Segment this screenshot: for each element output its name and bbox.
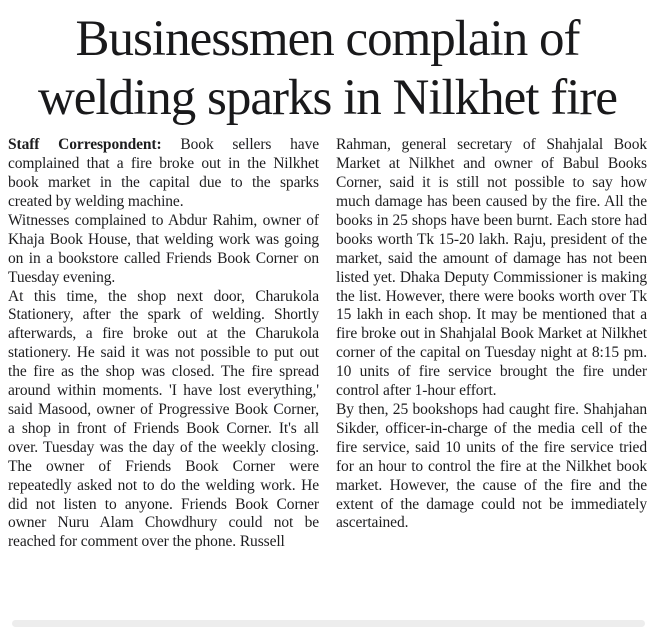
article-body bbox=[8, 136, 647, 598]
horizontal-scrollbar[interactable] bbox=[12, 620, 645, 627]
headline-line-2: welding sparks in Nilkhet fire bbox=[37, 70, 618, 127]
left-column bbox=[8, 136, 319, 598]
newspaper-clipping bbox=[0, 10, 655, 628]
lead-paragraph-text: Book sellers have complained that a fire broke out in the Nilkhet book market in the capital due to the sparks created by welding machine. bbox=[8, 136, 320, 211]
article bbox=[0, 10, 655, 598]
article-headline bbox=[10, 10, 645, 128]
right-column bbox=[336, 136, 647, 598]
paragraph: By then, 25 bookshops had caught fire. Shahjahan Sikder, officer-in-charge of the media cell of the fire service, said 10 units of the fire service tried for an hour to control the fire at the Nilkhet book market. However, the cause of the fire and the extent of the damage could not be immediately ascertained. bbox=[336, 401, 647, 532]
paragraph: Rahman, general secretary of Shahjalal Book Market at Nilkhet and owner of Babul Books Corner, said it is still not possible to say how much damage has been caused by the fire. All the books in 25 shops have been burnt. Each store had books worth Tk 15-20 lakh. Raju, president of the market, said the amount of damage has not been listed yet. Dhaka Deputy Commissioner is making the list. However, there were books worth over Tk 15 lakh in each shop. It may be mentioned that a fire broke out in Shahjalal Book Market at Nilkhet corner of the capital on Tuesday night at 8:15 pm. 10 units of fire service brought the fire under control after 1-hour effort. bbox=[336, 136, 647, 400]
paragraph: Witnesses complained to Abdur Rahim, owner of Khaja Book House, that welding work was going on in a bookstore called Friends Book Corner on Tuesday evening. bbox=[8, 211, 319, 286]
byline-label: Staff Correspondent: bbox=[8, 136, 162, 154]
headline-line-1: Businessmen complain of bbox=[75, 11, 580, 67]
lead-paragraph bbox=[8, 136, 319, 212]
paragraph: At this time, the shop next door, Charukola Stationery, after the spark of welding. Shortly afterwards, a fire broke out at the Charukola stationery. He said it was not possible to put out the fire as the shop was closed. The fire spread around within moments. 'I have lost everything,' said Masood, owner of Progressive Book Corner, a shop in front of Friends Book Corner. It's all over. Tuesday was the day of the weekly closing. The owner of Friends Book Corner were repeatedly asked not to do the welding work. He did not listen to anyone. Friends Book Corner owner Nuru Alam Chowdhury could not be reached for comment over the phone. Russell bbox=[8, 287, 319, 551]
